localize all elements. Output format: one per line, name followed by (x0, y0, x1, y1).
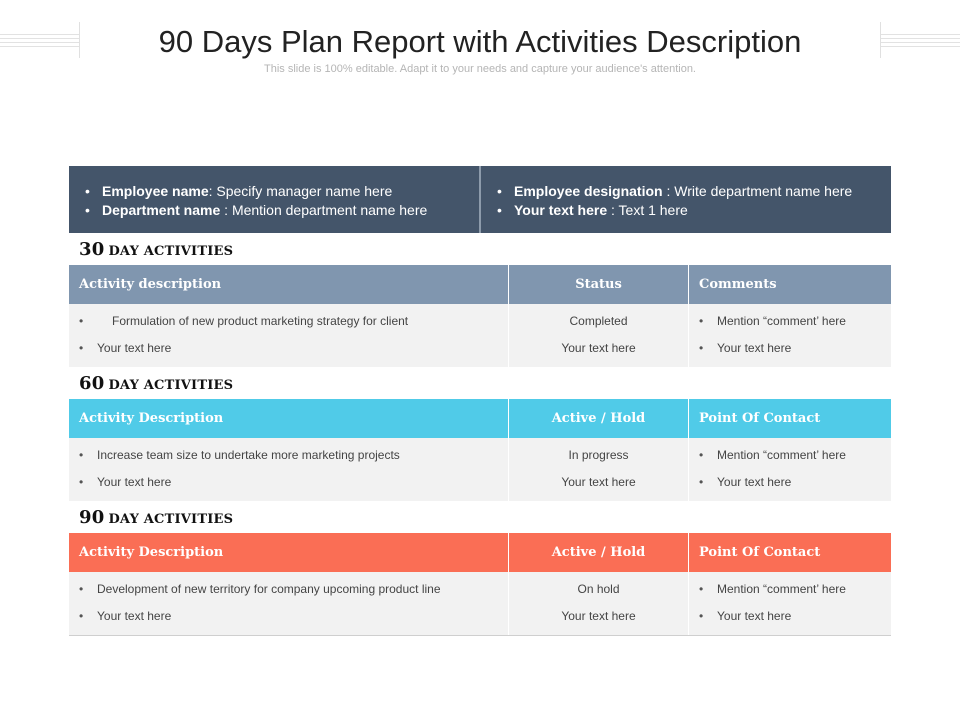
table-cell: • Mention “comment’ here (699, 314, 891, 341)
employee-info-left (69, 166, 479, 233)
table-90-day (69, 533, 891, 636)
table-cell: • Your text here (699, 475, 891, 502)
section-title-90-day: 90 DAY ACTIVITIES (79, 507, 234, 528)
page-subtitle: This slide is 100% editable. Adapt it to your needs and capture your audience's attention. (264, 63, 696, 75)
table-cell: • Development of new territory for company upcoming product line (79, 582, 508, 609)
employee-info-panel (69, 166, 891, 233)
table-cell: • Mention “comment’ here (699, 448, 891, 475)
section-title-30-day: 30 DAY ACTIVITIES (79, 239, 234, 260)
page-title: 90 Days Plan Report with Activities Description (158, 24, 802, 59)
header-cell: Activity Description (79, 411, 224, 426)
table-30-day (69, 265, 891, 367)
table-cell: • Increase team size to undertake more marketing projects (79, 448, 508, 475)
header-cell: Status (508, 265, 688, 304)
header-cell: Active / Hold (508, 533, 688, 572)
table-cell: • Your text here (699, 609, 891, 636)
section-title-60-day: 60 DAY ACTIVITIES (79, 373, 234, 394)
table-cell: Your text here (561, 340, 636, 355)
table-header (69, 399, 891, 438)
header-cell: Activity Description (79, 545, 224, 560)
table-cell: Your text here (561, 608, 636, 623)
header-cell: Comments (688, 265, 891, 304)
table-cell: Completed (569, 314, 628, 328)
table-header (69, 533, 891, 572)
table-body (69, 304, 891, 367)
table-cell: Your text here (561, 474, 636, 489)
header-cell: Active / Hold (508, 399, 688, 438)
table-cell: • Your text here (79, 341, 508, 368)
table-cell: In progress (568, 448, 629, 462)
info-item: • Department name : Mention department name here (83, 201, 465, 220)
table-header (69, 265, 891, 304)
table-cell: • Your text here (79, 475, 508, 502)
table-body (69, 438, 891, 501)
info-item: • Employee name: Specify manager name here (83, 182, 465, 201)
table-cell: • Your text here (699, 341, 891, 368)
table-cell: • Your text here (79, 609, 508, 636)
header-cell: Point Of Contact (688, 533, 891, 572)
table-cell: • Formulation of new product marketing strategy for client (79, 314, 508, 341)
table-60-day (69, 399, 891, 501)
employee-info-right (479, 166, 891, 233)
info-item: • Your text here : Text 1 here (495, 201, 877, 220)
header-cell: Activity description (79, 277, 222, 292)
table-body (69, 572, 891, 635)
info-item: • Employee designation : Write department name here (495, 182, 877, 201)
header-cell: Point Of Contact (688, 399, 891, 438)
table-cell: • Mention “comment’ here (699, 582, 891, 609)
table-cell: On hold (577, 582, 620, 596)
